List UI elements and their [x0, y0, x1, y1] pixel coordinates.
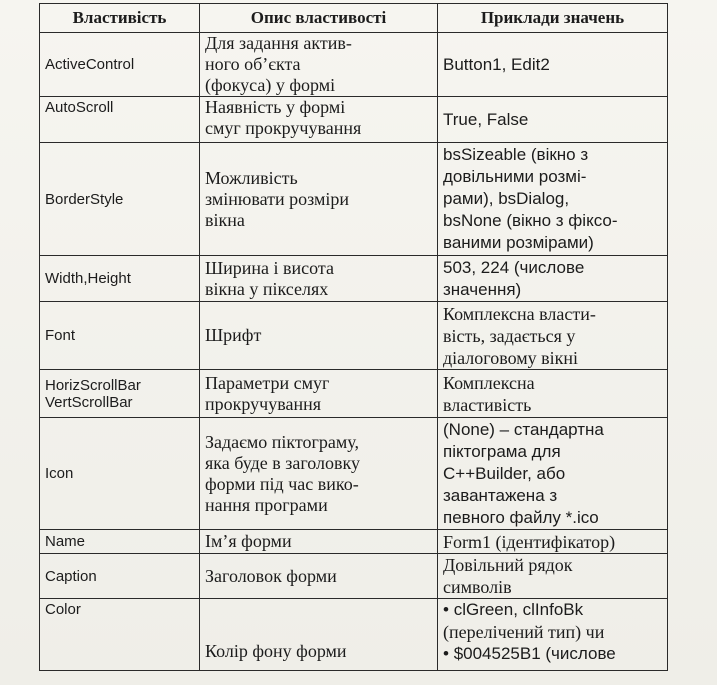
property-description [200, 33, 438, 97]
property-name: Font [40, 302, 200, 370]
table-row [40, 418, 668, 530]
property-examples [438, 256, 668, 302]
property-description [200, 302, 438, 370]
property-name: Caption [40, 554, 200, 599]
example-line: завантажена з [443, 485, 558, 505]
property-examples [438, 143, 668, 256]
property-examples [438, 33, 668, 97]
desc-line: Шрифт [205, 325, 262, 345]
property-description: Заголовок форми [200, 554, 438, 599]
table-row [40, 530, 668, 554]
desc-line: Задаємо піктограму, [205, 431, 360, 452]
example-line: (None) – стандартна [443, 419, 604, 439]
example-line: Комплексна [443, 372, 535, 393]
name-line: VertScrollBar [45, 393, 133, 411]
example-line: • $004525B1 (числове [443, 643, 662, 665]
example-line: • clGreen, clInfoBk [443, 599, 662, 621]
table-row [40, 554, 668, 599]
desc-line: яка буде в заголовку [205, 452, 360, 473]
property-name: Width,Height [40, 256, 200, 302]
property-examples [438, 554, 668, 599]
table-header-row [40, 4, 668, 33]
example-line: символів [443, 577, 512, 597]
example-line: рами), bsDialog, [443, 189, 570, 208]
table-row [40, 33, 668, 97]
property-description [200, 143, 438, 256]
header-description: Опис властивості [200, 4, 438, 33]
table-row [40, 370, 668, 418]
desc-line: форми під час вико- [205, 473, 359, 494]
table-row [40, 599, 668, 671]
property-description [200, 418, 438, 530]
example-line: C++Builder, або [443, 463, 566, 483]
property-name: ActiveControl [40, 33, 200, 97]
property-description [200, 256, 438, 302]
property-name: Color [40, 599, 200, 671]
property-examples [438, 418, 668, 530]
table-row [40, 143, 668, 256]
desc-line: нання програми [205, 494, 328, 515]
example-line: Комплексна власти- [443, 303, 596, 324]
table-row [40, 302, 668, 370]
example-line: властивість [443, 394, 532, 415]
property-examples [438, 370, 668, 418]
example-line: bsNone (вікно з фіксо- [443, 211, 618, 230]
desc-line: змінювати розміри [205, 188, 349, 209]
desc-line: Для задання актив- [205, 33, 352, 53]
table-row [40, 97, 668, 143]
header-property: Властивість [40, 4, 200, 33]
desc-line: Наявність у формі [205, 97, 346, 117]
property-examples [438, 97, 668, 143]
desc-line: Ширина і висота [205, 257, 335, 278]
example-line: ваними розмірами) [443, 233, 594, 252]
properties-table [39, 3, 668, 671]
property-name: Name [40, 530, 200, 554]
property-description: Ім’я форми [200, 530, 438, 554]
desc-line: (фокуса) у формі [205, 75, 336, 95]
desc-line: вікна [205, 209, 245, 230]
property-description [200, 370, 438, 418]
property-description [200, 97, 438, 143]
desc-line: вікна у пікселях [205, 278, 329, 299]
desc-line: Можливість [205, 167, 298, 188]
example-line: діалоговому вікні [443, 347, 579, 368]
example-line: (перелічений тип) чи [443, 622, 605, 642]
desc-line: ного об’єкта [205, 54, 301, 74]
property-name: AutoScroll [40, 97, 200, 143]
header-examples: Приклади значень [438, 4, 668, 33]
example-line: вість, задається у [443, 325, 576, 346]
example-line: довільними розмі- [443, 167, 587, 186]
desc-line: прокручування [205, 393, 321, 414]
example-line: Button1, Edit2 [443, 54, 550, 74]
desc-line: Параметри смуг [205, 372, 330, 393]
property-name: Icon [40, 418, 200, 530]
property-name: BorderStyle [40, 143, 200, 256]
property-description: Колір фону форми [200, 599, 438, 671]
desc-line: смуг прокручування [205, 118, 362, 138]
example-line: 503, 224 (числове [443, 257, 585, 277]
property-examples [438, 302, 668, 370]
example-line: певного файлу *.ico [443, 507, 599, 527]
example-line: True, False [443, 109, 529, 129]
example-line: Довільний рядок [443, 555, 573, 575]
example-line: піктограма для [443, 441, 561, 461]
property-examples [438, 599, 668, 671]
table-row [40, 256, 668, 302]
property-examples: Form1 (ідентифікатор) [438, 530, 668, 554]
property-name [40, 370, 200, 418]
example-line: bsSizeable (вікно з [443, 145, 589, 164]
name-line: HorizScrollBar [45, 376, 141, 394]
example-line: значення) [443, 279, 522, 299]
